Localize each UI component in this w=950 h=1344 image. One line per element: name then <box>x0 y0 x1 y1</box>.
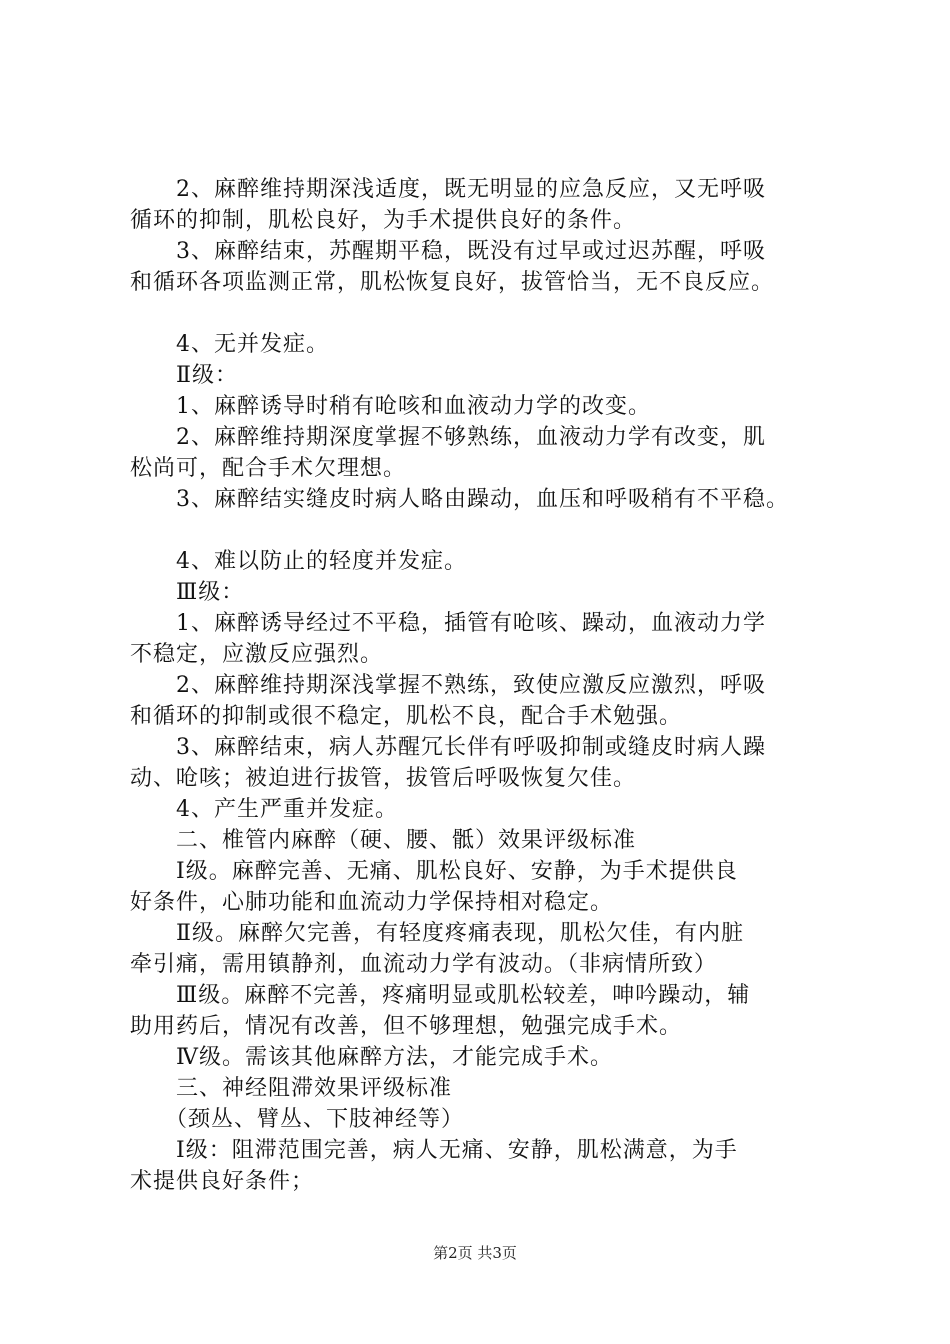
document-body <box>130 174 830 1197</box>
text-line: 循环的抑制，肌松良好，为手术提供良好的条件。 <box>130 208 637 233</box>
paragraph <box>130 980 830 1042</box>
text-line: 二、椎管内麻醉（硬、腰、骶）效果评级标准 <box>130 828 637 853</box>
text-line: 好条件，心肺功能和血流动力学保持相对稳定。 <box>130 890 614 915</box>
paragraph <box>130 360 830 391</box>
paragraph <box>130 391 830 422</box>
paragraph <box>130 732 830 794</box>
text-line: 1、麻醉诱导经过不平稳，插管有呛咳、躁动，血液动力学 <box>130 611 766 636</box>
text-line: 助用药后，情况有改善，但不够理想，勉强完成手术。 <box>130 1014 683 1039</box>
text-line: Ⅳ级。需该其他麻醉方法，才能完成手术。 <box>130 1045 613 1070</box>
text-line: 4、无并发症。 <box>130 332 329 357</box>
text-line: Ⅱ级： <box>130 363 238 388</box>
text-line: 1、麻醉诱导时稍有呛咳和血液动力学的改变。 <box>130 394 651 419</box>
paragraph <box>130 825 830 856</box>
paragraph <box>130 329 830 360</box>
paragraph <box>130 608 830 670</box>
paragraph <box>130 1135 830 1197</box>
paragraph <box>130 918 830 980</box>
text-line: 三、神经阻滞效果评级标准 <box>130 1076 453 1101</box>
text-line: Ⅱ级。麻醉欠完善，有轻度疼痛表现，肌松欠佳，有内脏 <box>130 921 744 946</box>
paragraph <box>130 1073 830 1104</box>
paragraph <box>130 422 830 484</box>
text-line: 4、产生严重并发症。 <box>130 797 398 822</box>
text-line: 3、麻醉结实缝皮时病人略由躁动，血压和呼吸稍有不平稳。 <box>130 487 789 512</box>
page-footer: 第2页 共3页 <box>433 1244 517 1262</box>
text-line: 和循环各项监测正常，肌松恢复良好，拔管恰当，无不良反应。 <box>130 270 775 295</box>
text-line: Ⅲ级。麻醉不完善，疼痛明显或肌松较差，呻吟躁动，辅 <box>130 983 751 1008</box>
paragraph <box>130 236 830 298</box>
text-line: 2、麻醉维持期深度掌握不够熟练，血液动力学有改变，肌 <box>130 425 766 450</box>
paragraph <box>130 670 830 732</box>
paragraph <box>130 1104 830 1135</box>
text-line: 不稳定，应激反应强烈。 <box>130 642 384 667</box>
paragraph <box>130 577 830 608</box>
text-line: 松尚可，配合手术欠理想。 <box>130 456 407 481</box>
paragraph <box>130 546 830 577</box>
text-line: 3、麻醉结束，苏醒期平稳，既没有过早或过迟苏醒，呼吸 <box>130 239 766 264</box>
text-line: 2、麻醉维持期深浅适度，既无明显的应急反应，又无呼吸 <box>130 177 766 202</box>
paragraph <box>130 794 830 825</box>
text-line: 和循环的抑制或很不稳定，肌松不良，配合手术勉强。 <box>130 704 683 729</box>
paragraph <box>130 484 830 515</box>
paragraph-spacer <box>130 298 830 329</box>
text-line: （颈丛、臂丛、下肢神经等） <box>130 1107 465 1132</box>
text-line: 4、难以防止的轻度并发症。 <box>130 549 467 574</box>
text-line: 3、麻醉结束，病人苏醒冗长伴有呼吸抑制或缝皮时病人躁 <box>130 735 766 760</box>
text-line: Ⅲ级： <box>130 580 245 605</box>
paragraph-spacer <box>130 515 830 546</box>
text-line: 术提供良好条件； <box>130 1169 315 1194</box>
text-line: Ⅰ级：阻滞范围完善，病人无痛、安静，肌松满意，为手 <box>130 1138 738 1163</box>
text-line: 2、麻醉维持期深浅掌握不熟练，致使应激反应激烈，呼吸 <box>130 673 766 698</box>
paragraph <box>130 174 830 236</box>
paragraph <box>130 1042 830 1073</box>
text-line: Ⅰ级。麻醉完善、无痛、肌松良好、安静，为手术提供良 <box>130 859 738 884</box>
paragraph <box>130 856 830 918</box>
text-line: 动、呛咳；被迫进行拔管，拔管后呼吸恢复欠佳。 <box>130 766 637 791</box>
text-line: 牵引痛，需用镇静剂，血流动力学有波动。（非病情所致） <box>130 952 718 977</box>
